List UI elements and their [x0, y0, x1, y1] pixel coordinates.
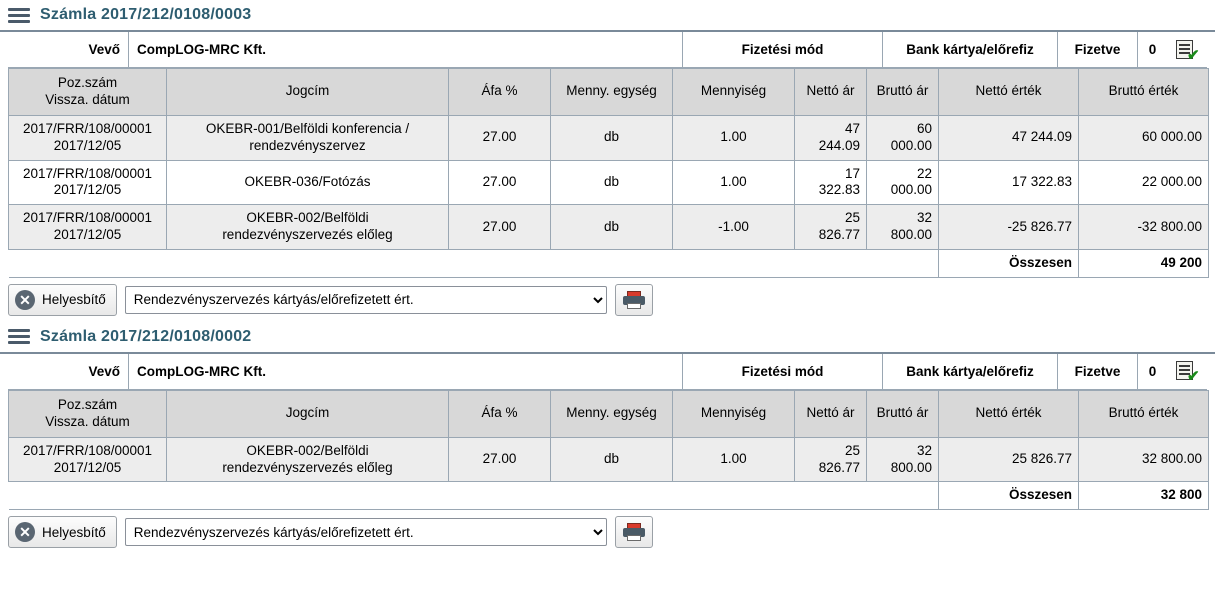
cell-gross-price — [867, 205, 939, 250]
cell-gross-value: 32 800.00 — [1079, 437, 1209, 482]
column-header-title[interactable]: Jogcím — [167, 390, 449, 437]
cell-unit: db — [551, 115, 673, 160]
cell-vat: 27.00 — [449, 205, 551, 250]
cell-position-line1: 2017/FRR/108/00001 — [22, 442, 153, 458]
cell-gross-price-line2: 000.00 — [890, 182, 932, 198]
invoice-lines-table — [8, 68, 1209, 278]
printer-icon — [623, 291, 645, 309]
cell-position-line2: 2017/12/05 — [53, 137, 122, 153]
cell-quantity: 1.00 — [673, 115, 795, 160]
buyer-value: CompLOG-MRC Kft. — [128, 354, 682, 389]
cell-net-price — [795, 160, 867, 205]
cell-gross-price — [867, 160, 939, 205]
table-header-row — [9, 390, 1209, 437]
column-header-net-price[interactable]: Nettó ár — [795, 390, 867, 437]
paid-value: 0 — [1137, 32, 1167, 67]
column-header-net-value[interactable]: Nettó érték — [939, 390, 1079, 437]
close-icon: ✕ — [15, 522, 35, 542]
cell-title-line2: rendezvényszervezés előleg — [222, 227, 393, 243]
buyer-value: CompLOG-MRC Kft. — [128, 32, 682, 67]
cell-gross-value: 60 000.00 — [1079, 115, 1209, 160]
column-header-vat[interactable]: Áfa % — [449, 390, 551, 437]
cell-unit: db — [551, 160, 673, 205]
invoice-block — [0, 322, 1215, 554]
total-value: 49 200 — [1079, 250, 1209, 278]
column-header-position-line2: Vissza. dátum — [45, 413, 130, 429]
cell-gross-price-line1: 22 — [916, 165, 932, 181]
cell-net-value: -25 826.77 — [939, 205, 1079, 250]
cell-position-line1: 2017/FRR/108/00001 — [22, 120, 153, 136]
cell-title — [167, 115, 449, 160]
cell-position-line2: 2017/12/05 — [53, 182, 122, 198]
column-header-unit[interactable]: Menny. egység — [551, 69, 673, 116]
menu-icon[interactable] — [8, 327, 30, 347]
cell-position — [9, 437, 167, 482]
close-icon: ✕ — [15, 290, 35, 310]
payment-value: Bank kártya/előrefiz — [882, 354, 1057, 389]
column-header-net-value[interactable]: Nettó érték — [939, 69, 1079, 116]
total-label: Összesen — [939, 482, 1079, 510]
correct-invoice-label: Helyesbítő — [42, 292, 106, 308]
printer-icon — [623, 523, 645, 541]
column-header-gross-price[interactable]: Bruttó ár — [867, 390, 939, 437]
invoice-lines-table — [8, 390, 1209, 510]
invoice-type-select-wrap[interactable] — [125, 518, 607, 546]
cell-title — [167, 160, 449, 205]
column-header-gross-value[interactable]: Bruttó érték — [1079, 390, 1209, 437]
total-value: 32 800 — [1079, 482, 1209, 510]
cell-title-line1: OKEBR-002/Belföldi — [246, 210, 369, 226]
invoice-header — [0, 322, 1215, 352]
cell-net-price-line2: 244.09 — [818, 137, 860, 153]
cell-gross-price — [867, 437, 939, 482]
print-button[interactable] — [615, 284, 653, 316]
table-row[interactable] — [9, 160, 1209, 205]
column-header-position-line1: Poz.szám — [57, 396, 118, 412]
cell-net-value: 25 826.77 — [939, 437, 1079, 482]
cell-net-price-line1: 47 — [844, 120, 860, 136]
table-total-row — [9, 250, 1209, 278]
cell-net-price-line2: 826.77 — [818, 227, 860, 243]
cell-title-line1: OKEBR-001/Belföldi konferencia / — [205, 120, 410, 136]
cell-net-price-line1: 17 — [844, 165, 860, 181]
print-button[interactable] — [615, 516, 653, 548]
column-header-quantity[interactable]: Mennyiség — [673, 390, 795, 437]
cell-gross-price-line2: 800.00 — [890, 459, 932, 475]
column-header-vat[interactable]: Áfa % — [449, 69, 551, 116]
cell-unit: db — [551, 437, 673, 482]
cell-net-price — [795, 437, 867, 482]
paid-status-icon-cell[interactable] — [1167, 354, 1207, 389]
total-spacer — [9, 250, 939, 278]
paid-value: 0 — [1137, 354, 1167, 389]
cell-vat: 27.00 — [449, 160, 551, 205]
cell-position-line2: 2017/12/05 — [53, 227, 122, 243]
table-row[interactable] — [9, 437, 1209, 482]
table-total-row — [9, 482, 1209, 510]
invoice-action-bar — [0, 278, 1215, 322]
cell-title-line2: rendezvényszervezés előleg — [222, 459, 393, 475]
cell-gross-price-line1: 60 — [916, 120, 932, 136]
total-label: Összesen — [939, 250, 1079, 278]
cell-quantity: 1.00 — [673, 437, 795, 482]
cell-net-value: 47 244.09 — [939, 115, 1079, 160]
column-header-gross-price[interactable]: Bruttó ár — [867, 69, 939, 116]
document-check-icon[interactable]: ✔ — [1176, 40, 1198, 60]
payment-label: Fizetési mód — [682, 32, 882, 67]
buyer-label: Vevő — [88, 363, 120, 379]
cell-gross-value: 22 000.00 — [1079, 160, 1209, 205]
column-header-position-line1: Poz.szám — [57, 75, 118, 90]
column-header-quantity[interactable]: Mennyiség — [673, 69, 795, 116]
invoice-header — [0, 0, 1215, 30]
column-header-net-price[interactable]: Nettó ár — [795, 69, 867, 116]
cell-title-line1: OKEBR-002/Belföldi — [246, 442, 369, 458]
column-header-position[interactable] — [9, 390, 167, 437]
column-header-gross-value[interactable]: Bruttó érték — [1079, 69, 1209, 116]
cell-gross-price-line1: 32 — [916, 210, 932, 226]
cell-title — [167, 437, 449, 482]
document-check-icon[interactable]: ✔ — [1176, 361, 1198, 381]
cell-position-line1: 2017/FRR/108/00001 — [22, 210, 153, 226]
cell-title-line2: rendezvényszervez — [249, 137, 366, 153]
cell-gross-price-line2: 000.00 — [890, 137, 932, 153]
page-title: Számla 2017/212/0108/0002 — [40, 327, 252, 345]
table-row[interactable] — [9, 205, 1209, 250]
total-spacer — [9, 482, 939, 510]
page-title: Számla 2017/212/0108/0003 — [40, 6, 252, 23]
correct-invoice-button[interactable] — [8, 284, 117, 316]
invoice-meta-bar — [8, 32, 1207, 68]
cell-net-price-line1: 25 — [844, 210, 860, 226]
payment-label: Fizetési mód — [682, 354, 882, 389]
invoice-type-select[interactable] — [125, 518, 607, 546]
column-header-position-line2: Vissza. dátum — [45, 91, 130, 107]
invoice-meta-bar — [8, 354, 1207, 390]
cell-gross-price-line2: 800.00 — [890, 227, 932, 243]
cell-vat: 27.00 — [449, 115, 551, 160]
cell-position — [9, 160, 167, 205]
correct-invoice-button[interactable] — [8, 516, 117, 548]
cell-gross-price-line1: 32 — [916, 442, 932, 458]
cell-position — [9, 205, 167, 250]
cell-net-price-line1: 25 — [844, 442, 860, 458]
payment-value: Bank kártya/előrefiz — [882, 32, 1057, 67]
cell-quantity: 1.00 — [673, 160, 795, 205]
cell-vat: 27.00 — [449, 437, 551, 482]
paid-label: Fizetve — [1057, 32, 1137, 67]
column-header-unit[interactable]: Menny. egység — [551, 390, 673, 437]
cell-unit: db — [551, 205, 673, 250]
table-header-row — [9, 69, 1209, 116]
column-header-title[interactable]: Jogcím — [167, 69, 449, 116]
column-header-position[interactable] — [9, 69, 167, 116]
invoice-type-select[interactable] — [125, 286, 607, 314]
paid-status-icon-cell[interactable] — [1167, 32, 1207, 67]
cell-title-line1: OKEBR-036/Fotózás — [244, 173, 371, 189]
cell-position-line2: 2017/12/05 — [53, 459, 122, 475]
cell-gross-value: -32 800.00 — [1079, 205, 1209, 250]
cell-title — [167, 205, 449, 250]
cell-net-price — [795, 205, 867, 250]
cell-net-price-line2: 826.77 — [818, 459, 860, 475]
paid-label: Fizetve — [1057, 354, 1137, 389]
cell-position — [9, 115, 167, 160]
menu-icon[interactable] — [8, 5, 30, 25]
cell-net-value: 17 322.83 — [939, 160, 1079, 205]
buyer-label: Vevő — [88, 42, 120, 57]
cell-net-price-line2: 322.83 — [818, 182, 860, 198]
cell-net-price — [795, 115, 867, 160]
cell-gross-price — [867, 115, 939, 160]
invoice-action-bar — [0, 510, 1215, 554]
cell-position-line1: 2017/FRR/108/00001 — [22, 165, 153, 181]
invoice-type-select-wrap[interactable] — [125, 286, 607, 314]
cell-quantity: -1.00 — [673, 205, 795, 250]
table-row[interactable] — [9, 115, 1209, 160]
correct-invoice-label: Helyesbítő — [42, 524, 106, 540]
